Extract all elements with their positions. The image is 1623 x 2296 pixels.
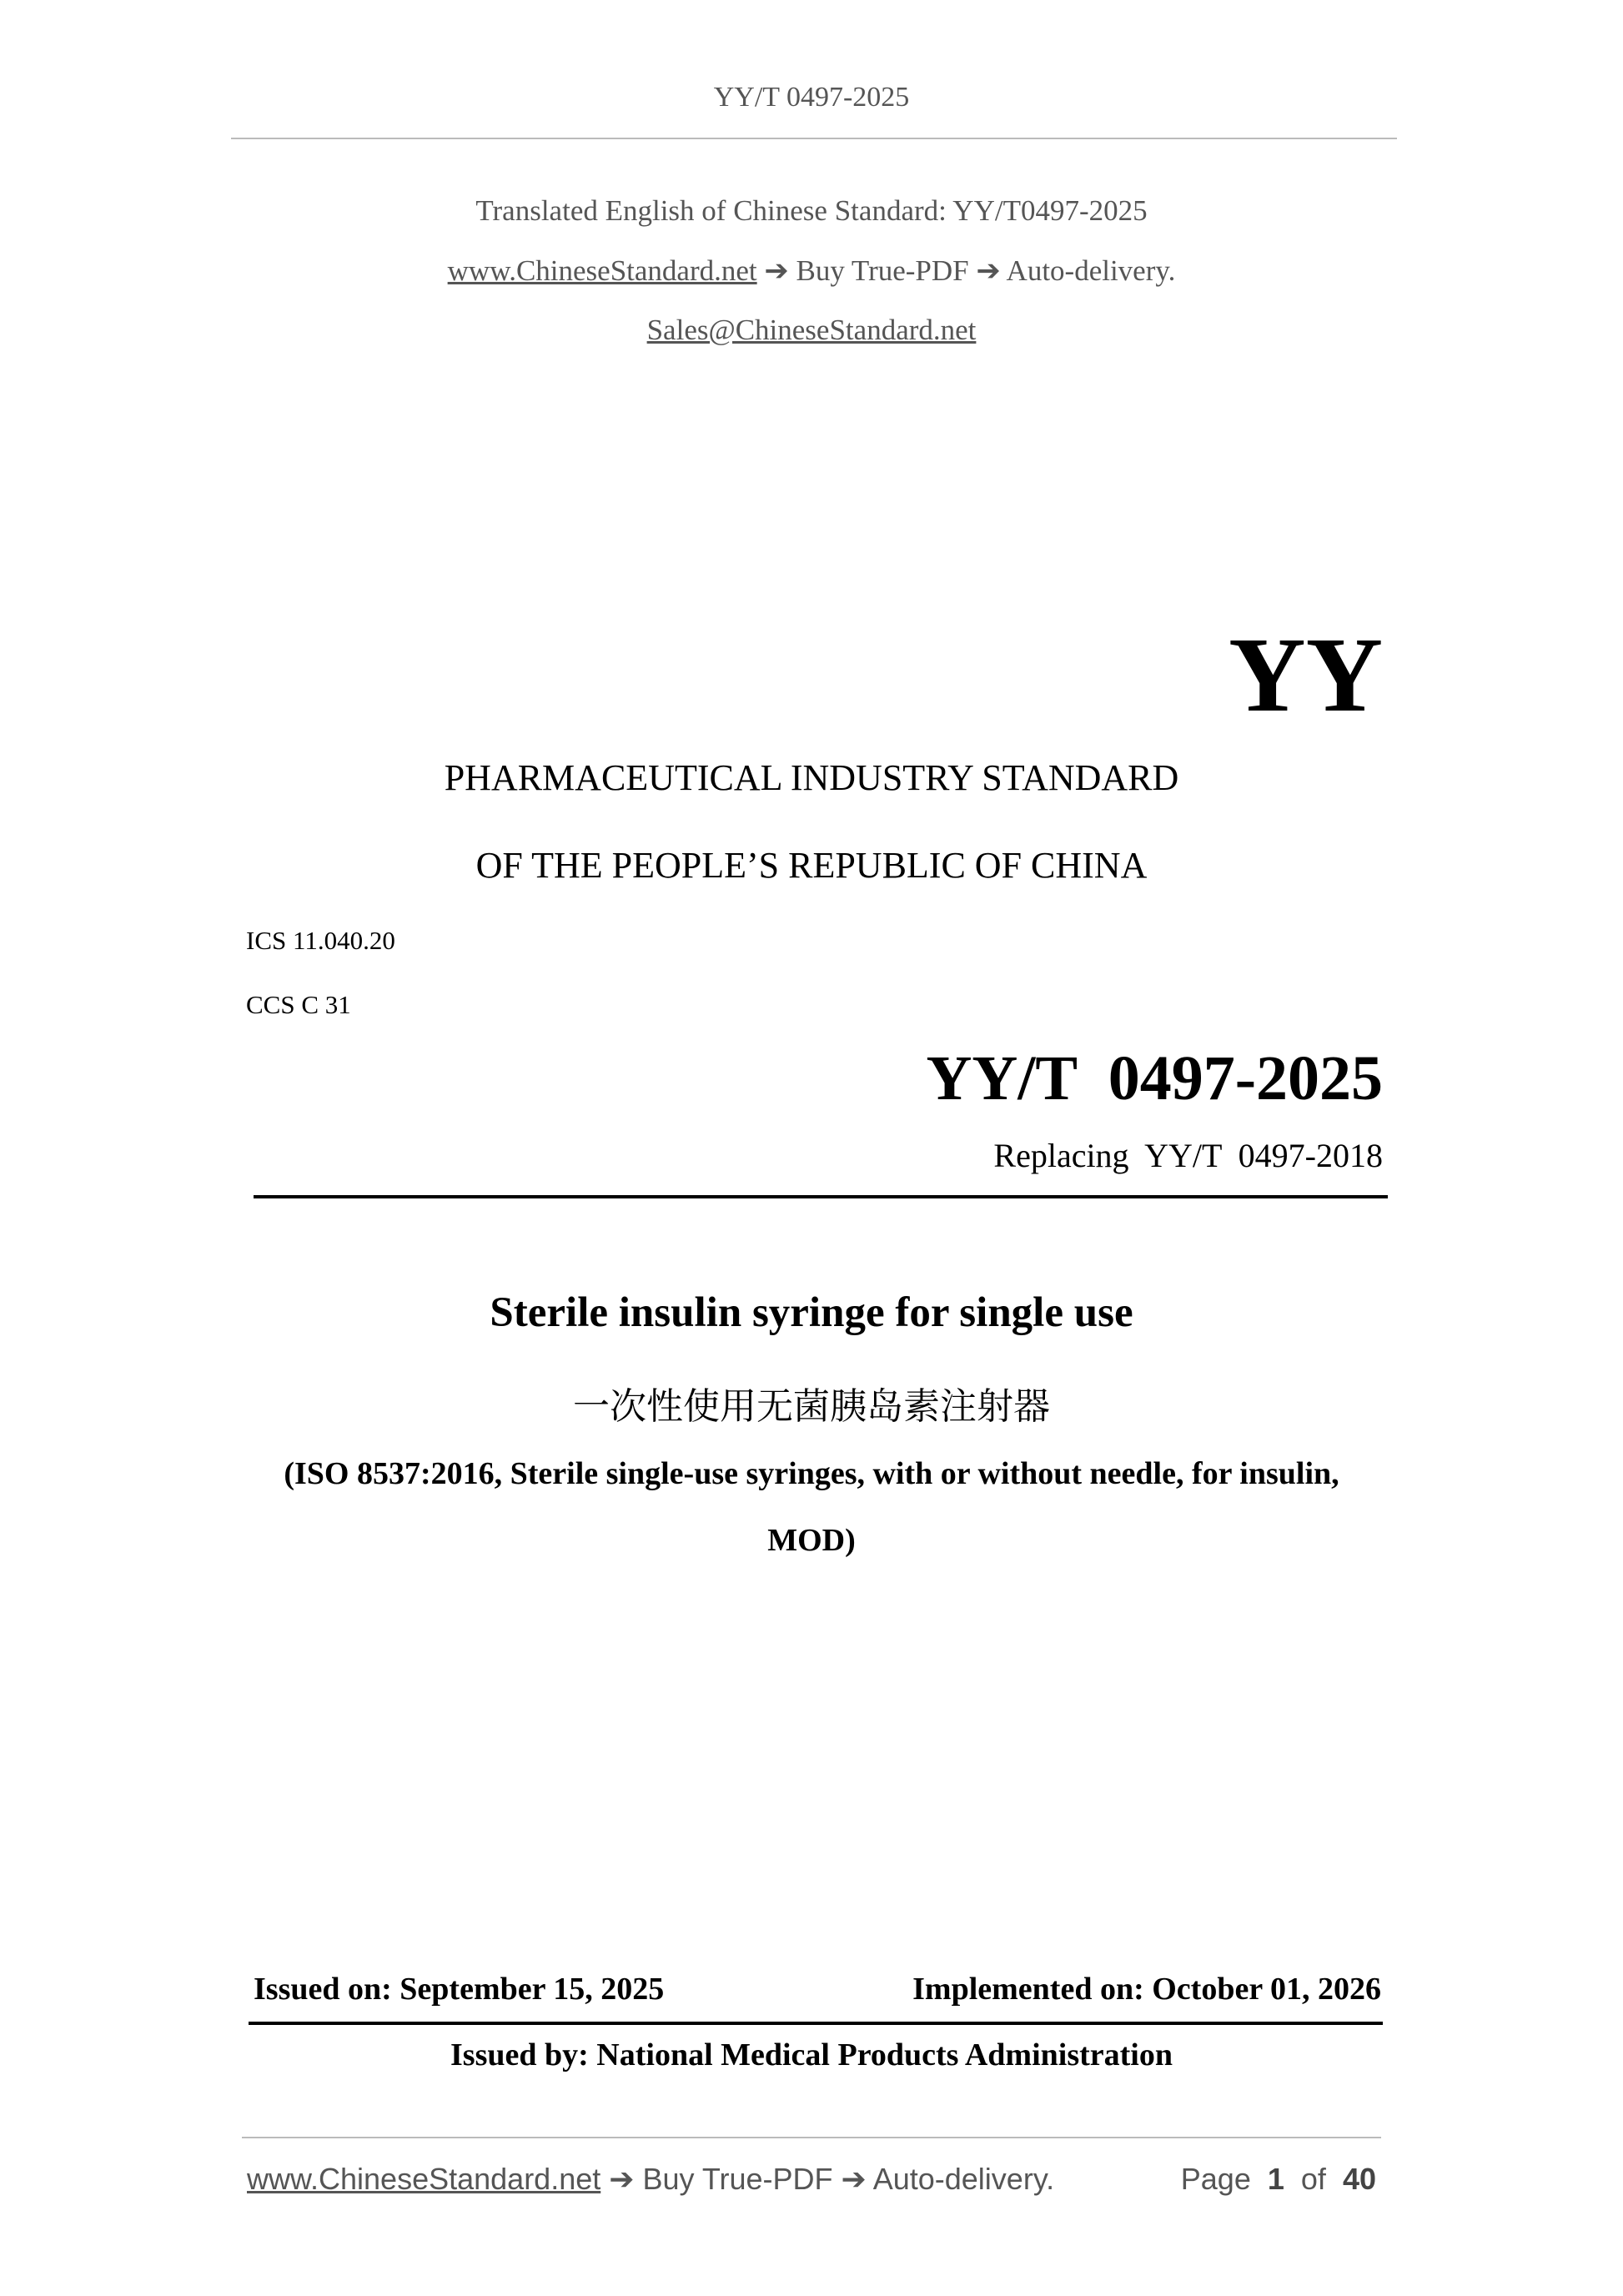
footer-purchase-notice — [247, 2162, 1054, 2197]
arrow-right-icon: ➔ — [609, 2162, 635, 2196]
iso-reference-line-1: (ISO 8537:2016, Sterile single-use syringes, with or without needle, for insulin, — [284, 1456, 1339, 1491]
standard-mark: YY — [1229, 615, 1383, 734]
arrow-right-icon: ➔ — [764, 254, 789, 287]
sales-email-link[interactable]: Sales@ChineseStandard.net — [646, 314, 977, 346]
page-indicator — [1181, 2162, 1376, 2197]
title-divider — [254, 1195, 1388, 1198]
document-title-english: Sterile insulin syringe for single use — [490, 1289, 1133, 1336]
arrow-right-icon: ➔ — [976, 254, 1001, 287]
arrow-right-icon: ➔ — [841, 2162, 867, 2196]
footer-buy-text: Buy True-PDF — [642, 2162, 833, 2196]
page-number: 1 — [1267, 2162, 1284, 2196]
footer-auto-delivery-text: Auto-delivery. — [872, 2162, 1055, 2196]
running-header-code: YY/T 0497-2025 — [713, 82, 910, 113]
sales-email-line — [0, 314, 1623, 347]
auto-delivery-text: Auto-delivery. — [1006, 254, 1176, 287]
implemented-on-date: Implemented on: October 01, 2026 — [912, 1972, 1381, 2007]
page-label: Page — [1180, 2162, 1251, 2196]
dates-divider — [249, 2022, 1383, 2025]
footer-divider — [242, 2137, 1381, 2138]
ccs-code: CCS C 31 — [246, 990, 351, 1019]
ics-code: ICS 11.040.20 — [246, 926, 395, 955]
buy-true-pdf-text: Buy True-PDF — [796, 254, 969, 287]
iso-reference-line-2: MOD) — [767, 1523, 856, 1558]
header-divider — [231, 138, 1397, 139]
site-link[interactable]: www.ChineseStandard.net — [447, 254, 757, 287]
page-total: 40 — [1342, 2162, 1376, 2196]
footer-site-link[interactable]: www.ChineseStandard.net — [247, 2162, 601, 2196]
issuing-authority: Issued by: National Medical Products Administration — [450, 2037, 1173, 2072]
of-label: of — [1300, 2162, 1326, 2196]
standard-type-line-2: OF THE PEOPLE’S REPUBLIC OF CHINA — [475, 845, 1148, 886]
document-title-chinese: 一次性使用无菌胰岛素注射器 — [573, 1385, 1050, 1428]
translation-notice: Translated English of Chinese Standard: YY/T0497-2025 — [475, 194, 1148, 227]
standard-code: YY/T 0497-2025 — [926, 1043, 1383, 1113]
purchase-notice — [0, 254, 1623, 288]
standard-type-line-1: PHARMACEUTICAL INDUSTRY STANDARD — [444, 757, 1179, 798]
replacing-standard: Replacing YY/T 0497-2018 — [993, 1137, 1383, 1174]
issued-on-date: Issued on: September 15, 2025 — [254, 1972, 665, 2007]
